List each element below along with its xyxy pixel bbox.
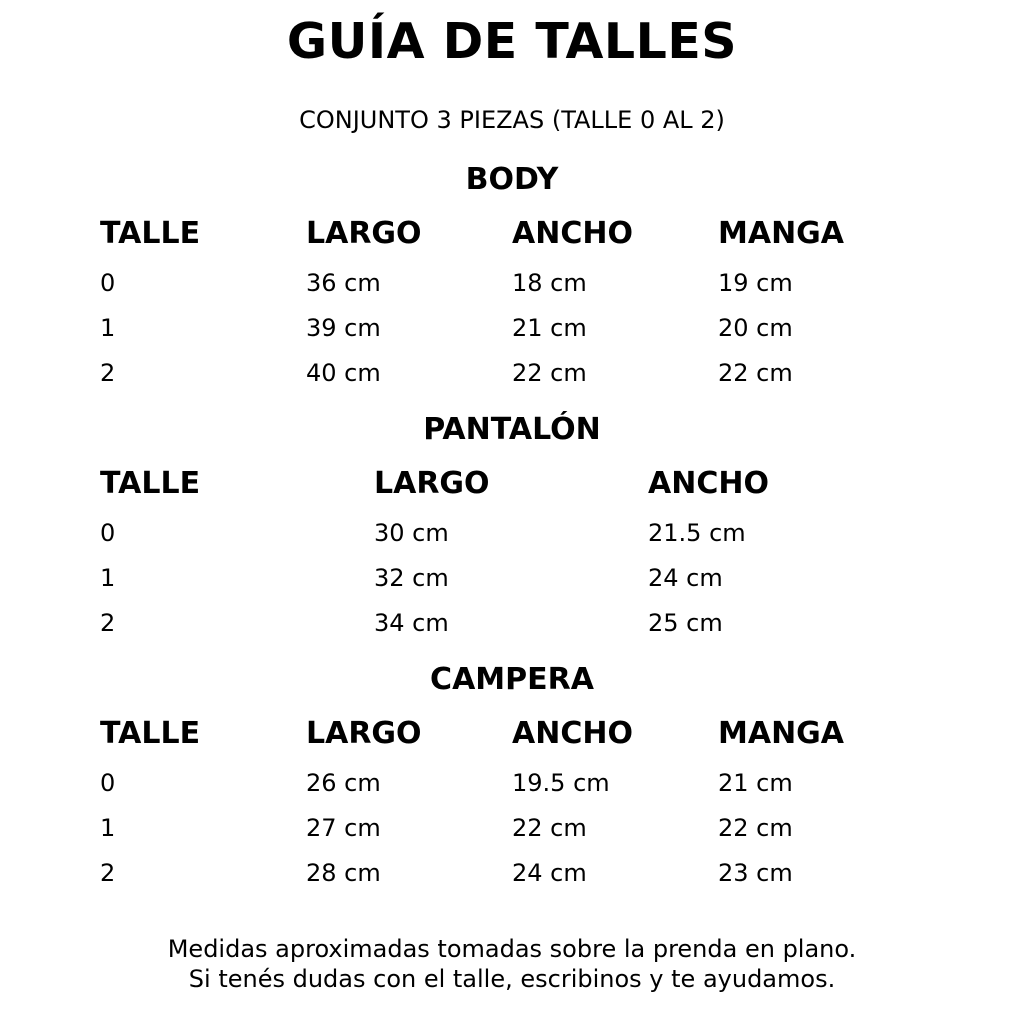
header-largo: LARGO [374,466,490,501]
page-subtitle: CONJUNTO 3 PIEZAS (TALLE 0 AL 2) [299,106,725,134]
header-talle: TALLE [100,216,201,251]
cell-talle: 0 [100,769,116,797]
size-table-campera [100,716,924,899]
cell-manga: 20 cm [718,314,793,342]
cell-ancho: 24 cm [512,859,587,887]
cell-talle: 0 [100,269,116,297]
header-largo: LARGO [306,716,422,751]
header-manga: MANGA [718,216,845,251]
cell-talle: 2 [100,859,116,887]
cell-largo: 30 cm [374,519,449,547]
cell-talle: 1 [100,564,116,592]
footer-note [0,934,1024,994]
table-header-row [100,466,924,514]
cell-talle: 0 [100,519,116,547]
footer-line-2: Si tenés dudas con el talle, escribinos y te ayudamos. [188,965,836,993]
table-row [100,764,924,809]
cell-manga: 19 cm [718,269,793,297]
size-table-body [100,216,924,399]
table-header-row [100,716,924,764]
table-row [100,264,924,309]
section-title-campera: CAMPERA [430,662,594,697]
cell-ancho: 22 cm [512,814,587,842]
cell-ancho: 18 cm [512,269,587,297]
cell-largo: 34 cm [374,609,449,637]
cell-talle: 1 [100,814,116,842]
header-ancho: ANCHO [512,216,633,251]
cell-largo: 28 cm [306,859,381,887]
cell-manga: 22 cm [718,359,793,387]
cell-largo: 40 cm [306,359,381,387]
table-row [100,354,924,399]
table-row [100,514,924,559]
table-row [100,559,924,604]
section-title-body: BODY [465,162,559,197]
cell-ancho: 21 cm [512,314,587,342]
size-table-pantalon [100,466,924,649]
header-talle: TALLE [100,716,201,751]
section-title-pantalon: PANTALÓN [423,412,601,447]
footer-line-1: Medidas aproximadas tomadas sobre la prenda en plano. [167,935,857,963]
header-talle: TALLE [100,466,201,501]
cell-talle: 2 [100,609,116,637]
table-row [100,809,924,854]
cell-largo: 27 cm [306,814,381,842]
header-ancho: ANCHO [648,466,769,501]
cell-ancho: 22 cm [512,359,587,387]
cell-manga: 21 cm [718,769,793,797]
cell-talle: 1 [100,314,116,342]
header-ancho: ANCHO [512,716,633,751]
header-largo: LARGO [306,216,422,251]
cell-ancho: 19.5 cm [512,769,610,797]
cell-manga: 22 cm [718,814,793,842]
cell-largo: 39 cm [306,314,381,342]
cell-ancho: 21.5 cm [648,519,746,547]
table-row [100,854,924,899]
table-row [100,309,924,354]
cell-largo: 36 cm [306,269,381,297]
header-manga: MANGA [718,716,845,751]
cell-largo: 26 cm [306,769,381,797]
page-title: GUÍA DE TALLES [286,13,738,70]
cell-ancho: 24 cm [648,564,723,592]
cell-manga: 23 cm [718,859,793,887]
cell-talle: 2 [100,359,116,387]
cell-ancho: 25 cm [648,609,723,637]
cell-largo: 32 cm [374,564,449,592]
table-header-row [100,216,924,264]
table-row [100,604,924,649]
